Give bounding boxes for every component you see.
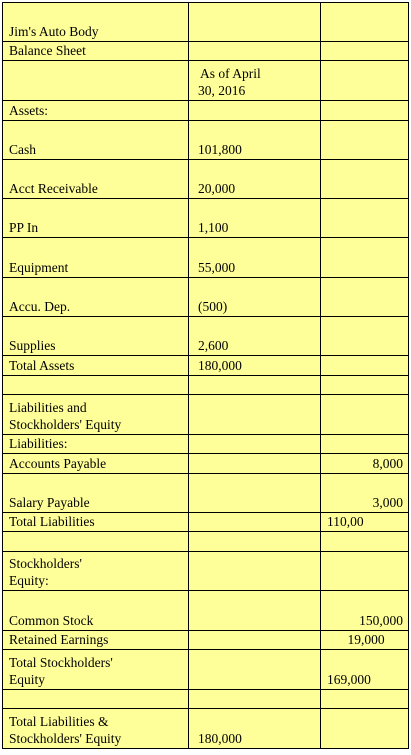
company-name: Jim's Auto Body	[3, 3, 189, 42]
table-row	[3, 552, 409, 591]
row-label: Salary Payable	[3, 474, 189, 513]
table-row	[3, 356, 409, 376]
statement-date	[189, 61, 321, 101]
table-row	[3, 121, 409, 160]
row-value: 169,000	[321, 650, 409, 690]
table-row	[3, 61, 409, 101]
table-row	[3, 317, 409, 356]
row-label: Common Stock	[3, 591, 189, 631]
row-value: 1,100	[189, 199, 321, 238]
table-row	[3, 160, 409, 199]
row-value: 3,000	[321, 474, 409, 513]
row-label: Total Liabilities	[3, 513, 189, 532]
balance-sheet-table	[2, 2, 409, 749]
row-label: Equipment	[3, 238, 189, 278]
assets-header: Assets:	[3, 101, 189, 121]
table-row	[3, 435, 409, 454]
table-row	[3, 278, 409, 317]
row-label: Accu. Dep.	[3, 278, 189, 317]
table-row	[3, 238, 409, 278]
table-row	[3, 474, 409, 513]
row-value: 55,000	[189, 238, 321, 278]
row-label: Acct Receivable	[3, 160, 189, 199]
row-label: Supplies	[3, 317, 189, 356]
table-row	[3, 709, 409, 749]
table-row	[3, 690, 409, 709]
table-row	[3, 650, 409, 690]
row-value: 180,000	[189, 709, 321, 749]
table-row	[3, 101, 409, 121]
table-row	[3, 376, 409, 395]
date-line-2: 30, 2016	[198, 83, 246, 98]
table-row	[3, 395, 409, 435]
table-row	[3, 199, 409, 238]
row-value: 110,00	[321, 513, 409, 532]
row-label: Cash	[3, 121, 189, 160]
row-label: PP In	[3, 199, 189, 238]
row-value: 20,000	[189, 160, 321, 199]
stockholders-equity-header: Stockholders' Equity:	[3, 552, 189, 591]
row-value: 180,000	[189, 356, 321, 376]
row-label: Accounts Payable	[3, 454, 189, 474]
liabilities-equity-header: Liabilities and Stockholders' Equity	[3, 395, 189, 435]
table-row	[3, 532, 409, 552]
table-row	[3, 631, 409, 650]
table-row	[3, 42, 409, 61]
table-row	[3, 591, 409, 631]
row-value: 150,000	[321, 591, 409, 631]
table-row	[3, 3, 409, 42]
table-row	[3, 454, 409, 474]
row-value: 19,000	[321, 631, 409, 650]
row-value: 8,000	[321, 454, 409, 474]
row-value: (500)	[189, 278, 321, 317]
row-label: Retained Earnings	[3, 631, 189, 650]
statement-title: Balance Sheet	[3, 42, 189, 61]
table-row	[3, 513, 409, 532]
row-label: Total Assets	[3, 356, 189, 376]
total-stockholders-equity-label: Total Stockholders' Equity	[3, 650, 189, 690]
row-value: 2,600	[189, 317, 321, 356]
liabilities-header: Liabilities:	[3, 435, 189, 454]
total-liabilities-equity-label: Total Liabilities & Stockholders' Equity	[3, 709, 189, 749]
date-line-1: As of April	[200, 66, 261, 81]
row-value: 101,800	[189, 121, 321, 160]
